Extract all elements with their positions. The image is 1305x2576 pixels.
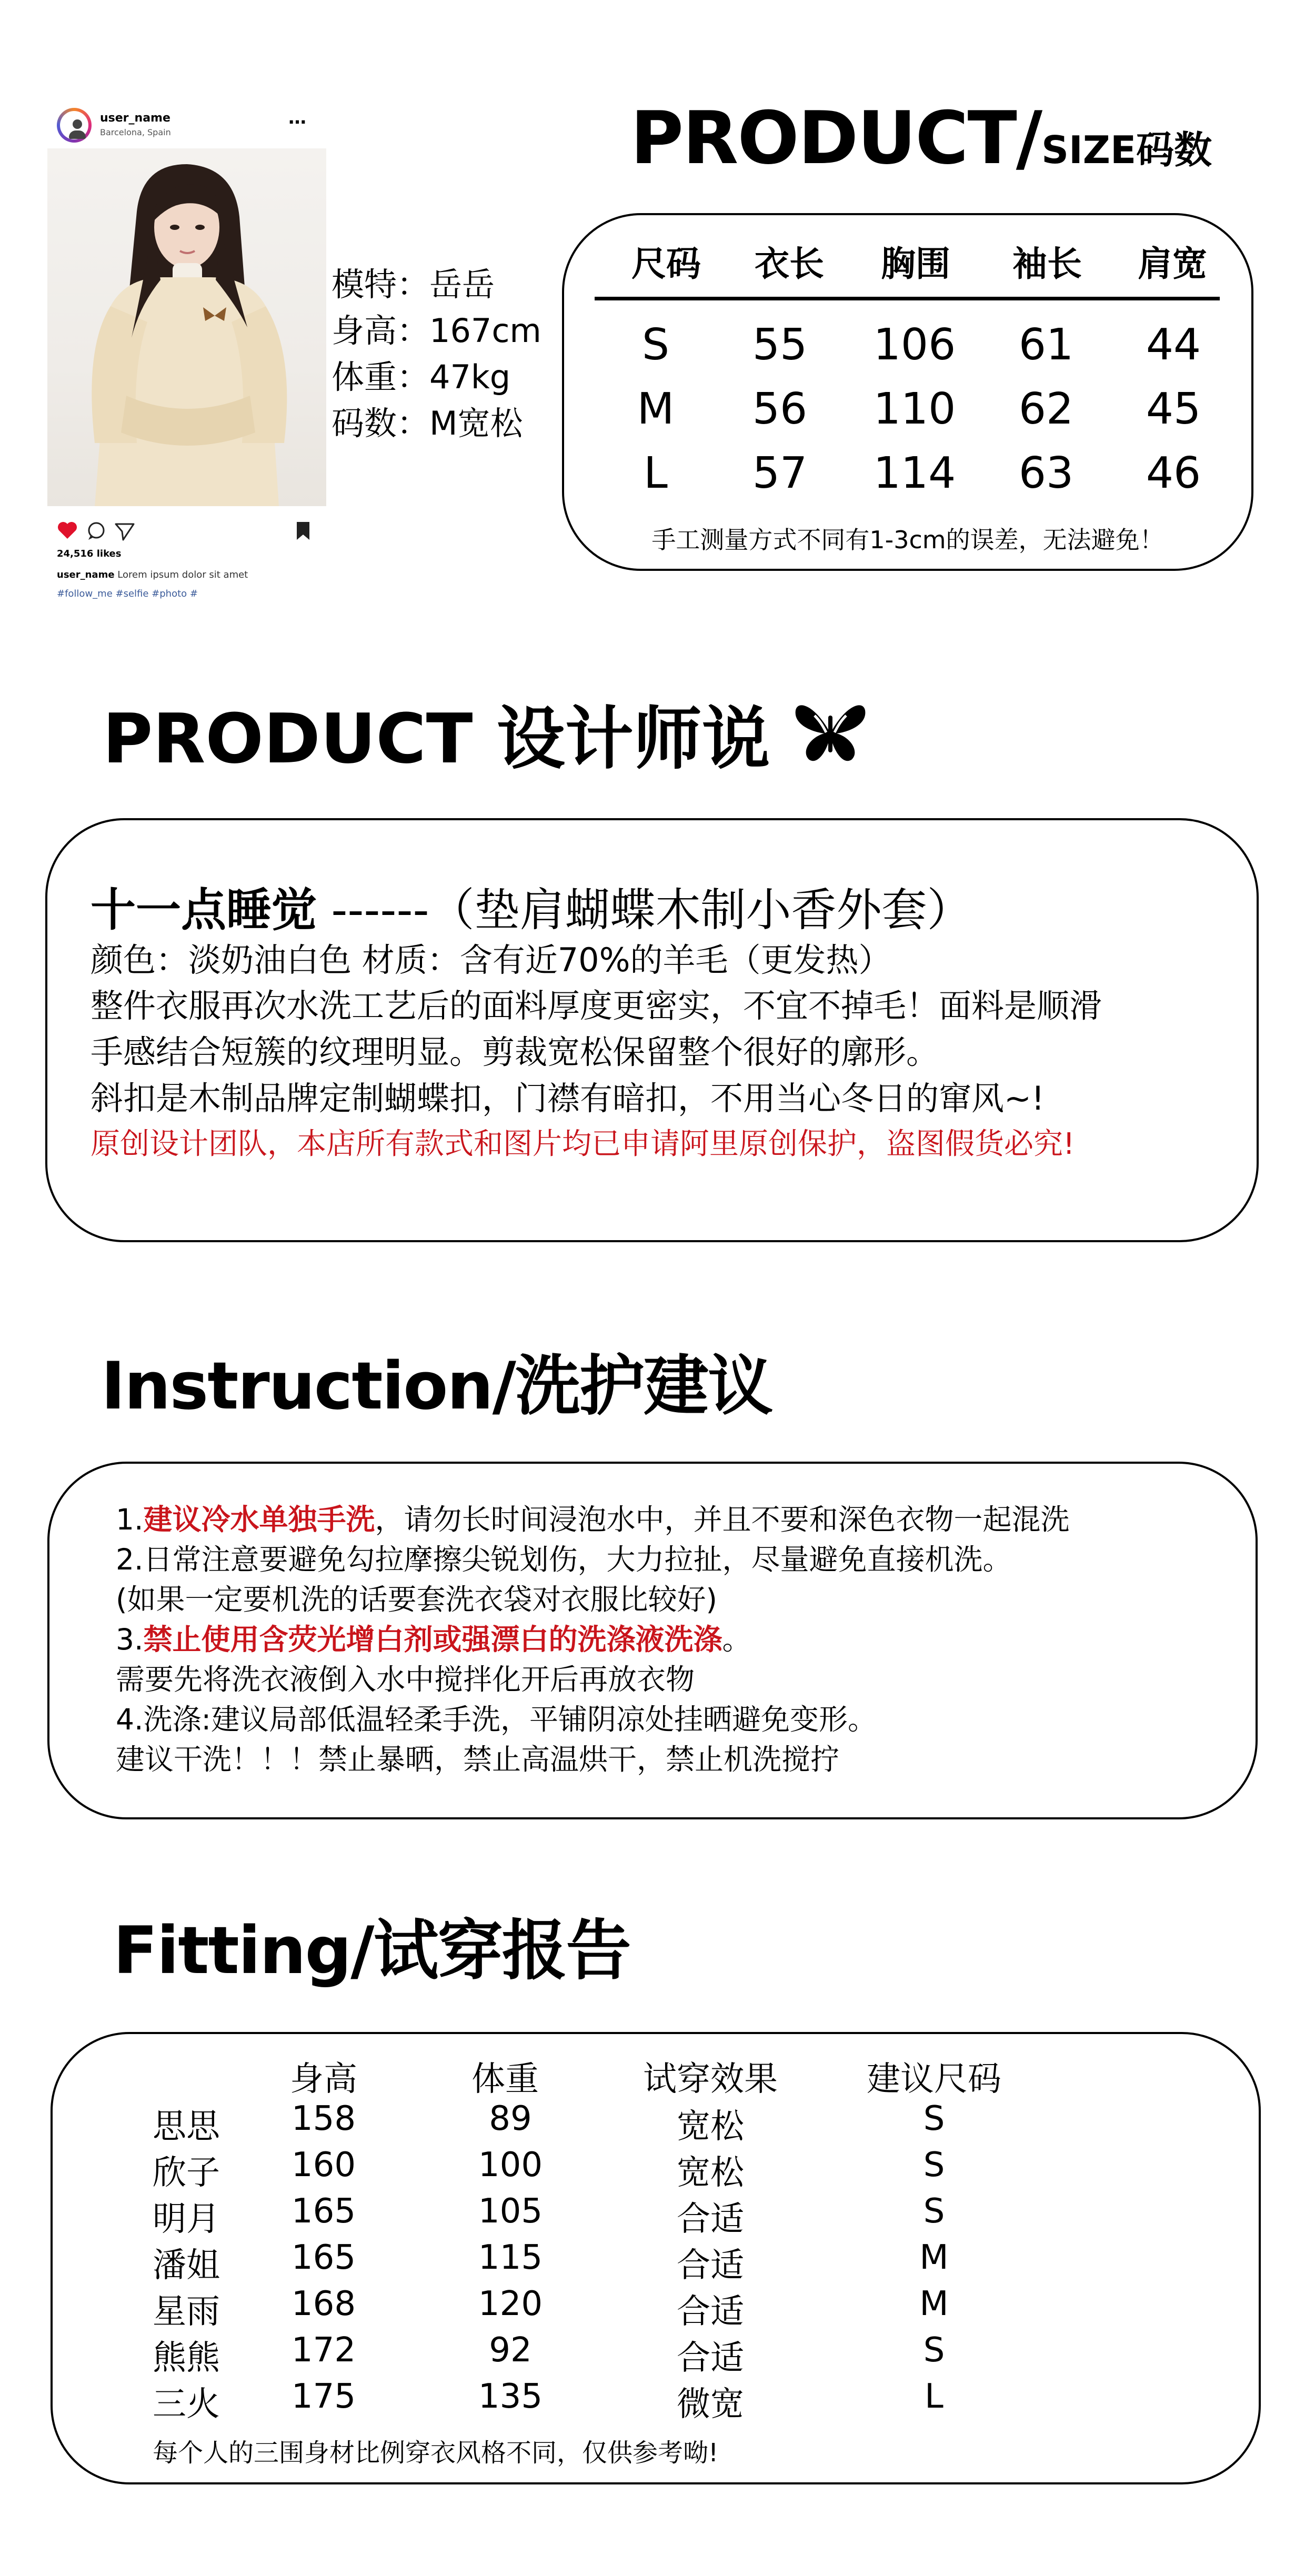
caption-username[interactable]: user_name <box>57 569 115 580</box>
product-name <box>91 873 972 939</box>
size-chart-divider <box>595 297 1220 300</box>
fitting-height: 158 <box>291 2099 356 2138</box>
size-header: 衣长 <box>755 244 824 284</box>
model-weight: 体重：47kg <box>332 358 511 396</box>
size-header: 肩宽 <box>1138 244 1207 284</box>
instruction-number: 3. <box>116 1623 144 1656</box>
fitting-name: 潘姐 <box>153 2246 220 2285</box>
fitting-weight: 105 <box>478 2192 543 2231</box>
product-name-main: 十一点睡觉 <box>91 884 317 937</box>
size-chart-note: 手工测量方式不同有1-3cm的误差，无法避免！ <box>651 526 1164 554</box>
size-cell: 63 <box>1018 448 1074 498</box>
size-cell: 46 <box>1146 448 1201 498</box>
designer-color-material: 颜色：淡奶油白色 材质：含有近70%的羊毛（更发热） <box>91 941 891 979</box>
size-title-main: PRODUCT/ <box>630 96 1042 180</box>
fitting-weight: 120 <box>478 2285 543 2323</box>
fitting-name: 三火 <box>153 2385 220 2424</box>
copyright-warning: 原创设计团队，本店所有款式和图片均已申请阿里原创保护，盗图假货必究! <box>91 1127 1075 1161</box>
instruction-line <box>116 1616 751 1658</box>
fitting-size: L <box>925 2377 943 2416</box>
avatar[interactable] <box>57 108 92 143</box>
fitting-size: S <box>923 2331 945 2370</box>
fitting-effect: 合适 <box>677 2200 744 2239</box>
fitting-height: 160 <box>291 2146 356 2185</box>
fitting-size: M <box>919 2238 949 2277</box>
fitting-height: 172 <box>291 2331 356 2370</box>
size-cell: 114 <box>873 448 956 498</box>
instruction-line: 建议干洗！！！禁止暴晒，禁止高温烘干，禁止机洗搅拧 <box>116 1743 840 1776</box>
instruction-line: 需要先将洗衣液倒入水中搅拌化开后再放衣物 <box>116 1663 695 1696</box>
heart-icon[interactable] <box>58 522 77 539</box>
fitting-weight: 92 <box>489 2331 532 2370</box>
fitting-header: 身高 <box>290 2060 357 2099</box>
instruction-text: 。 <box>722 1623 751 1656</box>
instruction-title: Instruction/洗护建议 <box>101 1349 772 1424</box>
size-cell: M <box>637 384 675 434</box>
size-cell: 55 <box>752 320 808 370</box>
post-caption <box>57 569 248 580</box>
size-cell: 110 <box>873 384 956 434</box>
fitting-effect: 合适 <box>677 2292 744 2331</box>
fitting-header: 建议尺码 <box>867 2060 1001 2099</box>
model-size: 码数：M宽松 <box>332 404 523 442</box>
size-cell: 57 <box>752 448 808 498</box>
fitting-height: 165 <box>291 2238 356 2277</box>
size-header: 尺码 <box>631 244 701 284</box>
post-location: Barcelona, Spain <box>100 127 171 137</box>
fitting-title: Fitting/试穿报告 <box>113 1913 630 1989</box>
instruction-number: 1. <box>116 1503 144 1536</box>
model-height: 身高：167cm <box>332 311 541 350</box>
butterfly-icon <box>794 695 867 766</box>
fitting-size: M <box>919 2285 949 2323</box>
fitting-size: S <box>923 2146 945 2185</box>
fitting-height: 168 <box>291 2285 356 2323</box>
instruction-line: (如果一定要机洗的话要套洗衣袋对衣服比较好) <box>116 1583 717 1616</box>
instruction-highlight: 禁止使用含荧光增白剂或强漂白的洗涤液洗涤 <box>143 1623 722 1656</box>
fitting-effect: 宽松 <box>677 2107 744 2146</box>
fitting-size: S <box>923 2192 945 2231</box>
fitting-weight: 100 <box>478 2146 543 2185</box>
fitting-name: 欣子 <box>153 2154 220 2192</box>
caption-text: Lorem ipsum dolor sit amet <box>117 569 248 580</box>
instruction-line: 2.日常注意要避免勾拉摩擦尖锐划伤，大力拉扯，尽量避免直接机洗。 <box>116 1543 1012 1576</box>
size-title-sub: SIZE码数 <box>1041 128 1212 172</box>
size-cell: 45 <box>1146 384 1201 434</box>
fitting-name: 熊熊 <box>153 2339 220 2378</box>
instruction-highlight: 建议冷水单独手洗 <box>143 1503 375 1536</box>
fitting-effect: 合适 <box>677 2246 744 2285</box>
fitting-size: S <box>923 2099 945 2138</box>
fitting-weight: 115 <box>478 2238 543 2277</box>
model-name: 模特：岳岳 <box>332 265 495 304</box>
size-cell: 61 <box>1018 320 1074 370</box>
post-actions <box>57 520 315 541</box>
size-cell: 56 <box>752 384 808 434</box>
size-cell: 62 <box>1018 384 1074 434</box>
size-chart-title <box>630 96 1212 180</box>
size-cell: L <box>644 448 668 498</box>
size-cell: 44 <box>1146 320 1201 370</box>
fitting-name: 思思 <box>153 2107 220 2146</box>
designer-section-title: PRODUCT 设计师说 <box>103 699 770 779</box>
fitting-effect: 宽松 <box>677 2154 744 2192</box>
fitting-name: 明月 <box>153 2200 220 2239</box>
fitting-weight: 135 <box>478 2377 543 2416</box>
size-header: 袖长 <box>1012 244 1082 284</box>
post-hashtags[interactable]: #follow_me #selfie #photo # <box>57 588 198 599</box>
fitting-height: 175 <box>291 2377 356 2416</box>
instruction-line <box>116 1496 1070 1538</box>
fitting-effect: 合适 <box>677 2339 744 2378</box>
size-cell: S <box>641 320 670 370</box>
size-header: 胸围 <box>881 244 950 284</box>
fitting-name: 星雨 <box>153 2292 220 2331</box>
designer-description: 斜扣是木制品牌定制蝴蝶扣，门襟有暗扣，不用当心冬日的窜风~! <box>91 1079 1045 1118</box>
fitting-height: 165 <box>291 2192 356 2231</box>
instruction-text: ，请勿长时间浸泡水中，并且不要和深色衣物一起混洗 <box>375 1503 1070 1536</box>
fitting-header: 体重 <box>471 2060 539 2099</box>
comment-icon[interactable] <box>88 523 104 540</box>
fitting-header: 试穿效果 <box>643 2060 778 2099</box>
designer-description: 整件衣服再次水洗工艺后的面料厚度更密实，不宜不掉毛！面料是顺滑 <box>91 987 1102 1025</box>
fitting-note: 每个人的三围身材比例穿衣风格不同，仅供参考呦! <box>153 2438 719 2468</box>
size-cell: 106 <box>873 320 956 370</box>
more-options-icon[interactable]: … <box>288 107 307 128</box>
bookmark-icon[interactable] <box>297 522 309 540</box>
instruction-line: 4.洗涤:建议局部低温轻柔手洗，平铺阴凉处挂晒避免变形。 <box>116 1703 877 1736</box>
model-photo <box>47 148 326 506</box>
post-username[interactable]: user_name <box>100 112 170 125</box>
share-icon[interactable] <box>116 524 134 540</box>
designer-description: 手感结合短簇的纹理明显。剪裁宽松保留整个很好的廓形。 <box>91 1033 939 1071</box>
fitting-effect: 微宽 <box>677 2385 744 2424</box>
product-name-subtitle: ------（垫肩蝴蝶木制小香外套） <box>317 884 972 937</box>
likes-count: 24,516 likes <box>57 548 122 559</box>
fitting-weight: 89 <box>489 2099 532 2138</box>
